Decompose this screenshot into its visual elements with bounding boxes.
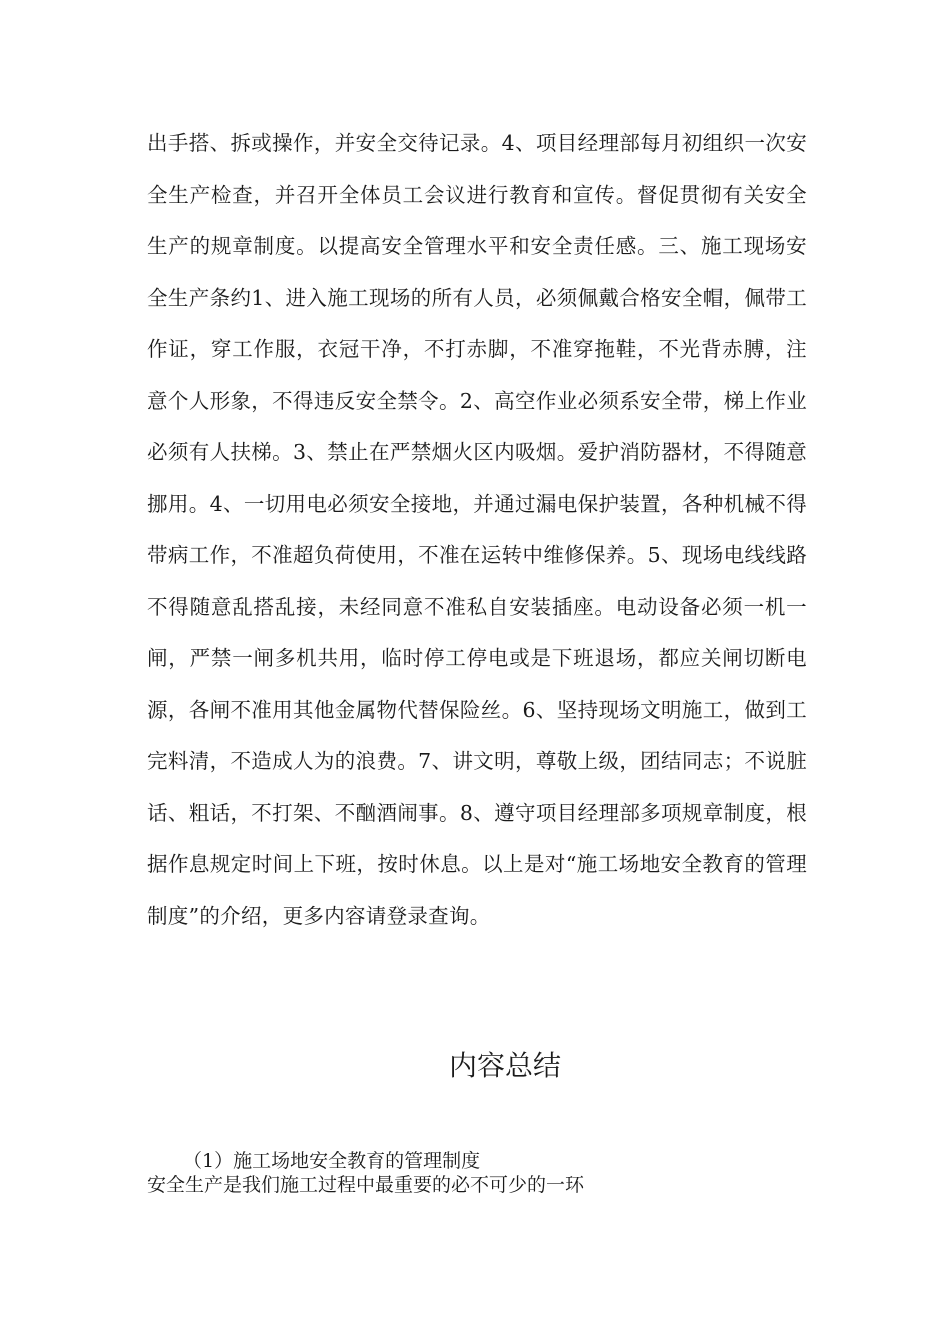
summary-title: 内容总结 <box>448 1049 561 1082</box>
summary-item: （1）施工场地安全教育的管理制度 <box>183 1150 481 1172</box>
body-paragraph: 出手搭、拆或操作，并安全交待记录。4、项目经理部每月初组织一次安全生产检查，并召开全体员工会议进行教育和宣传。督促贯彻有关安全生产的规章制度。以提高安全管理水平和安全责任感。三、施工现场安全生产条约1、进入施工现场的所有人员，必须佩戴合格安全帽，佩带工作证，穿工作服，衣冠干净，不打赤脚，不准穿拖鞋，不光背赤膊，注意个人形象，不得违反安全禁令。2、高空作业必须系安全带，梯上作业必须有人扶梯。3、禁止在严禁烟火区内吸烟。爱护消防器材，不得随意挪用。4、一切用电必须安全接地，并通过漏电保护装置，各种机械不得带病工作，不准超负荷使用，不准在运转中维修保养。5、现场电线线路不得随意乱搭乱接，未经同意不准私自安装插座。电动设备必须一机一闸，严禁一闸多机共用，临时停工停电或是下班退场，都应关闸切断电源，各闸不准用其他金属物代替保险丝。6、坚持现场文明施工，做到工完料清，不造成人为的浪费。7、讲文明，尊敬上级，团结同志；不说脏话、粗话，不打架、不酗酒闹事。8、遵守项目经理部多项规章制度，根据作息规定时间上下班，按时休息。以上是对“施工场地安全教育的管理制度”的介绍，更多内容请登录查询。 <box>147 131 807 928</box>
summary-description: 安全生产是我们施工过程中最重要的必不可少的一环 <box>147 1174 585 1196</box>
